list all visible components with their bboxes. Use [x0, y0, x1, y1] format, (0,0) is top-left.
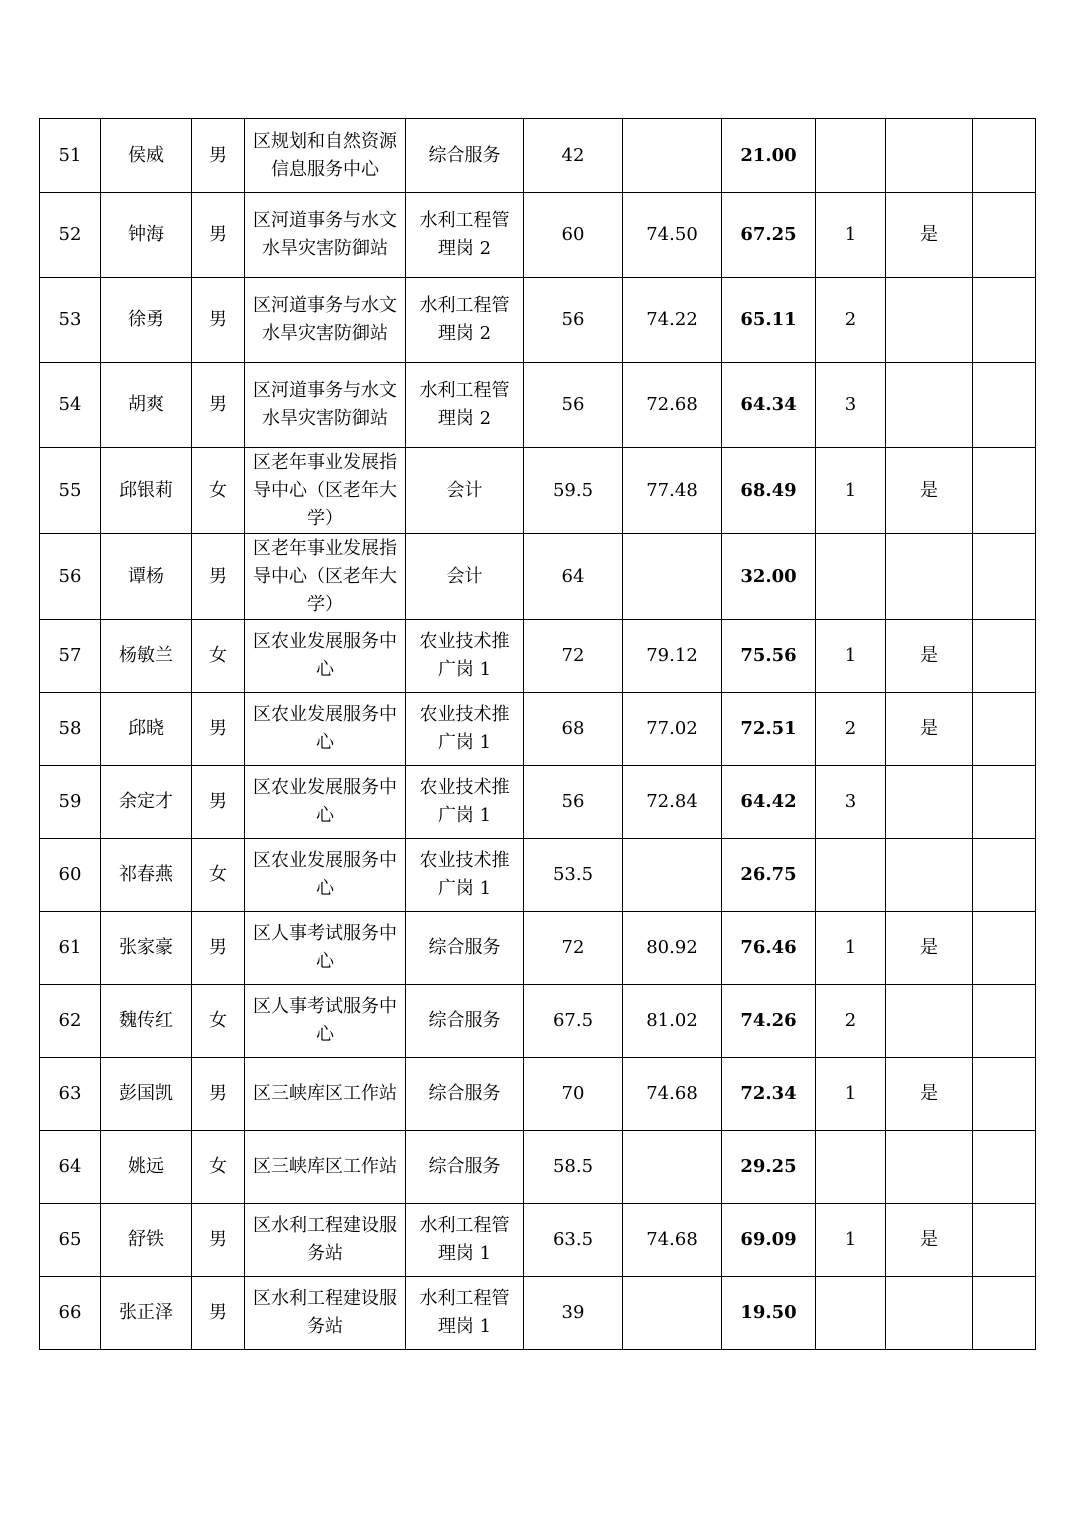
total-score-cell: 75.56 — [722, 620, 816, 693]
gender-cell: 男 — [192, 534, 245, 620]
post-cell: 会计 — [406, 534, 524, 620]
rank-cell — [816, 839, 886, 912]
physical-exam-cell — [886, 839, 973, 912]
note-cell — [973, 985, 1036, 1058]
gender-cell: 女 — [192, 620, 245, 693]
post-cell: 综合服务 — [406, 912, 524, 985]
table-row — [40, 448, 1036, 534]
total-score-cell: 32.00 — [722, 534, 816, 620]
physical-exam-cell: 是 — [886, 693, 973, 766]
row-number: 55 — [40, 448, 101, 534]
total-score-cell: 74.26 — [722, 985, 816, 1058]
physical-exam-cell — [886, 119, 973, 193]
post-cell: 农业技术推广岗 1 — [406, 766, 524, 839]
physical-exam-cell: 是 — [886, 1204, 973, 1277]
note-cell — [973, 193, 1036, 278]
unit-cell: 区三峡库区工作站 — [245, 1058, 406, 1131]
gender-cell: 女 — [192, 1131, 245, 1204]
interview-score-cell — [623, 839, 722, 912]
unit-cell: 区农业发展服务中心 — [245, 620, 406, 693]
table-row — [40, 985, 1036, 1058]
total-score-cell: 26.75 — [722, 839, 816, 912]
table-row — [40, 839, 1036, 912]
total-score-cell: 64.42 — [722, 766, 816, 839]
unit-cell: 区河道事务与水文水旱灾害防御站 — [245, 278, 406, 363]
physical-exam-cell: 是 — [886, 193, 973, 278]
note-cell — [973, 278, 1036, 363]
total-score-cell: 76.46 — [722, 912, 816, 985]
written-score-cell: 72 — [524, 912, 623, 985]
name-cell: 邱晓 — [101, 693, 192, 766]
rank-cell: 1 — [816, 448, 886, 534]
gender-cell: 男 — [192, 193, 245, 278]
rank-cell: 2 — [816, 278, 886, 363]
row-number: 52 — [40, 193, 101, 278]
total-score-cell: 65.11 — [722, 278, 816, 363]
rank-cell: 2 — [816, 693, 886, 766]
name-cell: 胡爽 — [101, 363, 192, 448]
name-cell: 邱银莉 — [101, 448, 192, 534]
post-cell: 综合服务 — [406, 1058, 524, 1131]
physical-exam-cell — [886, 1131, 973, 1204]
total-score-cell: 72.34 — [722, 1058, 816, 1131]
row-number: 62 — [40, 985, 101, 1058]
written-score-cell: 63.5 — [524, 1204, 623, 1277]
post-cell: 水利工程管理岗 1 — [406, 1277, 524, 1350]
interview-score-cell — [623, 1277, 722, 1350]
total-score-cell: 64.34 — [722, 363, 816, 448]
written-score-cell: 42 — [524, 119, 623, 193]
name-cell: 徐勇 — [101, 278, 192, 363]
rank-cell — [816, 119, 886, 193]
table-row — [40, 193, 1036, 278]
name-cell: 祁春燕 — [101, 839, 192, 912]
interview-score-cell: 80.92 — [623, 912, 722, 985]
name-cell: 舒铁 — [101, 1204, 192, 1277]
table-row — [40, 1058, 1036, 1131]
unit-cell: 区三峡库区工作站 — [245, 1131, 406, 1204]
gender-cell: 男 — [192, 693, 245, 766]
table-row — [40, 620, 1036, 693]
total-score-cell: 68.49 — [722, 448, 816, 534]
unit-cell: 区河道事务与水文水旱灾害防御站 — [245, 193, 406, 278]
post-cell: 会计 — [406, 448, 524, 534]
row-number: 53 — [40, 278, 101, 363]
gender-cell: 男 — [192, 912, 245, 985]
gender-cell: 女 — [192, 448, 245, 534]
name-cell: 彭国凯 — [101, 1058, 192, 1131]
row-number: 64 — [40, 1131, 101, 1204]
written-score-cell: 70 — [524, 1058, 623, 1131]
interview-score-cell: 79.12 — [623, 620, 722, 693]
rank-cell: 1 — [816, 620, 886, 693]
rank-cell: 3 — [816, 363, 886, 448]
table-row — [40, 912, 1036, 985]
name-cell: 侯威 — [101, 119, 192, 193]
name-cell: 余定才 — [101, 766, 192, 839]
gender-cell: 男 — [192, 1277, 245, 1350]
physical-exam-cell: 是 — [886, 448, 973, 534]
note-cell — [973, 1131, 1036, 1204]
total-score-cell: 29.25 — [722, 1131, 816, 1204]
written-score-cell: 53.5 — [524, 839, 623, 912]
interview-score-cell: 74.68 — [623, 1058, 722, 1131]
total-score-cell: 69.09 — [722, 1204, 816, 1277]
name-cell: 谭杨 — [101, 534, 192, 620]
post-cell: 农业技术推广岗 1 — [406, 693, 524, 766]
rank-cell: 2 — [816, 985, 886, 1058]
row-number: 63 — [40, 1058, 101, 1131]
written-score-cell: 60 — [524, 193, 623, 278]
post-cell: 综合服务 — [406, 119, 524, 193]
unit-cell: 区规划和自然资源信息服务中心 — [245, 119, 406, 193]
rank-cell — [816, 1131, 886, 1204]
physical-exam-cell — [886, 1277, 973, 1350]
total-score-cell: 19.50 — [722, 1277, 816, 1350]
row-number: 58 — [40, 693, 101, 766]
rank-cell: 1 — [816, 1058, 886, 1131]
written-score-cell: 56 — [524, 363, 623, 448]
gender-cell: 男 — [192, 119, 245, 193]
table-row — [40, 119, 1036, 193]
row-number: 65 — [40, 1204, 101, 1277]
note-cell — [973, 448, 1036, 534]
unit-cell: 区人事考试服务中心 — [245, 985, 406, 1058]
note-cell — [973, 1277, 1036, 1350]
table-row — [40, 1131, 1036, 1204]
table-row — [40, 534, 1036, 620]
interview-score-cell: 81.02 — [623, 985, 722, 1058]
note-cell — [973, 363, 1036, 448]
rank-cell — [816, 534, 886, 620]
table-row — [40, 363, 1036, 448]
gender-cell: 男 — [192, 278, 245, 363]
note-cell — [973, 534, 1036, 620]
name-cell: 杨敏兰 — [101, 620, 192, 693]
physical-exam-cell — [886, 363, 973, 448]
physical-exam-cell: 是 — [886, 1058, 973, 1131]
interview-score-cell — [623, 534, 722, 620]
interview-score-cell: 74.22 — [623, 278, 722, 363]
written-score-cell: 67.5 — [524, 985, 623, 1058]
row-number: 51 — [40, 119, 101, 193]
row-number: 66 — [40, 1277, 101, 1350]
post-cell: 农业技术推广岗 1 — [406, 839, 524, 912]
gender-cell: 男 — [192, 363, 245, 448]
interview-score-cell: 77.02 — [623, 693, 722, 766]
score-table — [39, 118, 1036, 1350]
gender-cell: 女 — [192, 839, 245, 912]
table-body — [40, 119, 1036, 1350]
unit-cell: 区河道事务与水文水旱灾害防御站 — [245, 363, 406, 448]
written-score-cell: 59.5 — [524, 448, 623, 534]
unit-cell: 区农业发展服务中心 — [245, 839, 406, 912]
post-cell: 水利工程管理岗 1 — [406, 1204, 524, 1277]
rank-cell — [816, 1277, 886, 1350]
table-row — [40, 1277, 1036, 1350]
note-cell — [973, 912, 1036, 985]
note-cell — [973, 766, 1036, 839]
table-row — [40, 278, 1036, 363]
note-cell — [973, 693, 1036, 766]
note-cell — [973, 839, 1036, 912]
written-score-cell: 64 — [524, 534, 623, 620]
written-score-cell: 72 — [524, 620, 623, 693]
total-score-cell: 72.51 — [722, 693, 816, 766]
written-score-cell: 56 — [524, 766, 623, 839]
post-cell: 水利工程管理岗 2 — [406, 193, 524, 278]
table-row — [40, 766, 1036, 839]
name-cell: 魏传红 — [101, 985, 192, 1058]
table-row — [40, 693, 1036, 766]
post-cell: 水利工程管理岗 2 — [406, 363, 524, 448]
physical-exam-cell — [886, 985, 973, 1058]
unit-cell: 区人事考试服务中心 — [245, 912, 406, 985]
rank-cell: 1 — [816, 912, 886, 985]
table-row — [40, 1204, 1036, 1277]
unit-cell: 区农业发展服务中心 — [245, 766, 406, 839]
gender-cell: 男 — [192, 766, 245, 839]
interview-score-cell: 74.68 — [623, 1204, 722, 1277]
row-number: 54 — [40, 363, 101, 448]
physical-exam-cell: 是 — [886, 620, 973, 693]
unit-cell: 区水利工程建设服务站 — [245, 1277, 406, 1350]
note-cell — [973, 1204, 1036, 1277]
rank-cell: 1 — [816, 193, 886, 278]
post-cell: 综合服务 — [406, 1131, 524, 1204]
total-score-cell: 21.00 — [722, 119, 816, 193]
note-cell — [973, 119, 1036, 193]
physical-exam-cell: 是 — [886, 912, 973, 985]
note-cell — [973, 1058, 1036, 1131]
row-number: 61 — [40, 912, 101, 985]
rank-cell: 3 — [816, 766, 886, 839]
total-score-cell: 67.25 — [722, 193, 816, 278]
unit-cell: 区农业发展服务中心 — [245, 693, 406, 766]
post-cell: 水利工程管理岗 2 — [406, 278, 524, 363]
name-cell: 张正泽 — [101, 1277, 192, 1350]
physical-exam-cell — [886, 534, 973, 620]
rank-cell: 1 — [816, 1204, 886, 1277]
row-number: 59 — [40, 766, 101, 839]
interview-score-cell: 72.84 — [623, 766, 722, 839]
unit-cell: 区水利工程建设服务站 — [245, 1204, 406, 1277]
written-score-cell: 39 — [524, 1277, 623, 1350]
row-number: 56 — [40, 534, 101, 620]
row-number: 57 — [40, 620, 101, 693]
written-score-cell: 56 — [524, 278, 623, 363]
physical-exam-cell — [886, 766, 973, 839]
row-number: 60 — [40, 839, 101, 912]
physical-exam-cell — [886, 278, 973, 363]
gender-cell: 男 — [192, 1204, 245, 1277]
interview-score-cell: 72.68 — [623, 363, 722, 448]
gender-cell: 女 — [192, 985, 245, 1058]
name-cell: 姚远 — [101, 1131, 192, 1204]
post-cell: 综合服务 — [406, 985, 524, 1058]
interview-score-cell: 74.50 — [623, 193, 722, 278]
name-cell: 钟海 — [101, 193, 192, 278]
post-cell: 农业技术推广岗 1 — [406, 620, 524, 693]
unit-cell: 区老年事业发展指导中心（区老年大学） — [245, 534, 406, 620]
unit-cell: 区老年事业发展指导中心（区老年大学） — [245, 448, 406, 534]
interview-score-cell — [623, 119, 722, 193]
interview-score-cell: 77.48 — [623, 448, 722, 534]
written-score-cell: 58.5 — [524, 1131, 623, 1204]
name-cell: 张家豪 — [101, 912, 192, 985]
written-score-cell: 68 — [524, 693, 623, 766]
gender-cell: 男 — [192, 1058, 245, 1131]
note-cell — [973, 620, 1036, 693]
interview-score-cell — [623, 1131, 722, 1204]
